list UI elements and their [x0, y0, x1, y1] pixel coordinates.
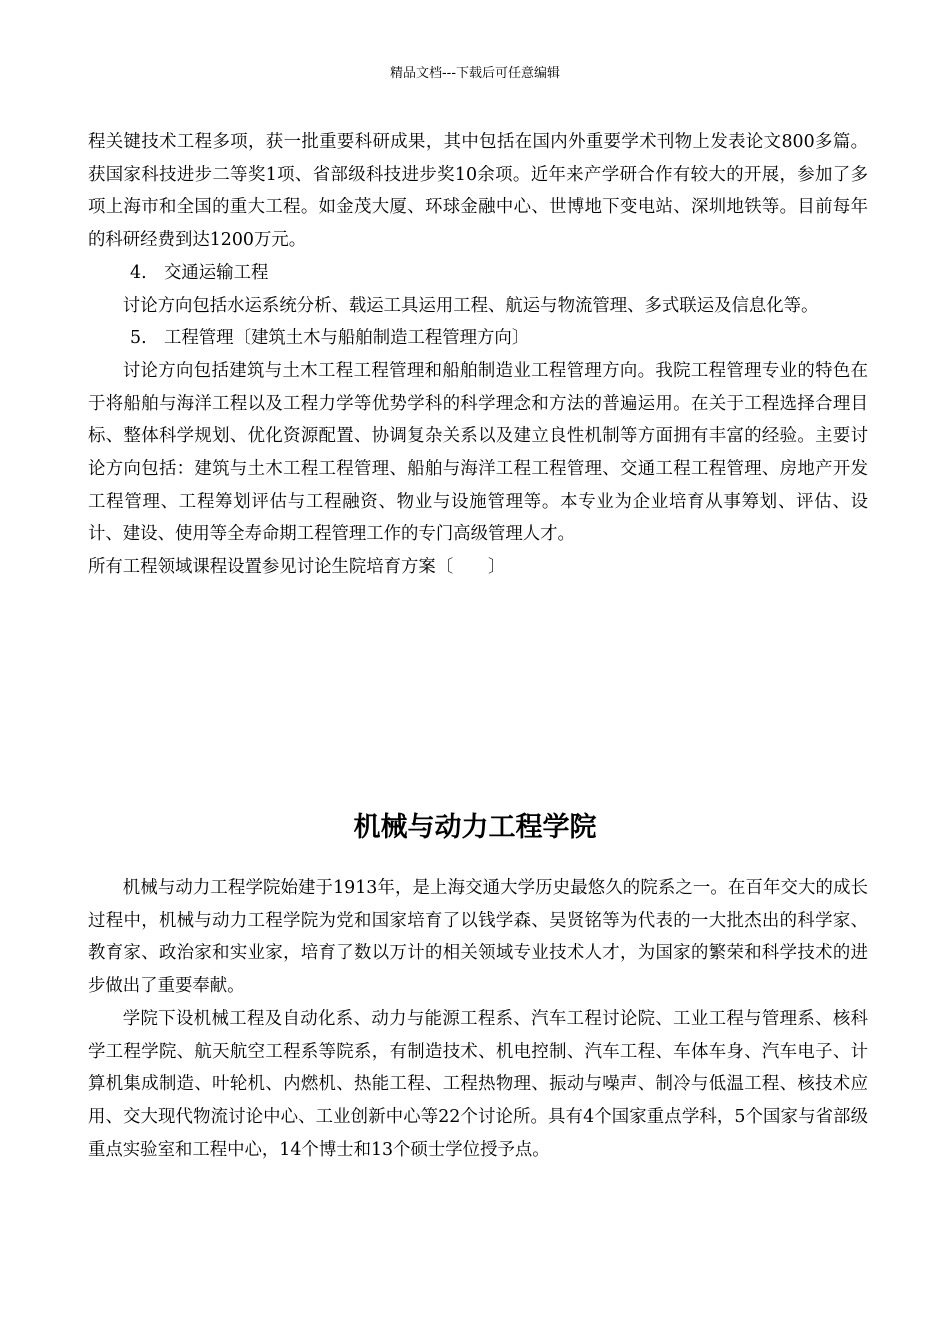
item-5-heading	[88, 322, 868, 355]
school-paragraph-1: 机械与动力工程学院始建于1913年，是上海交通大学历史最悠久的院系之一。在百年交大的成长过程中，机械与动力工程学院为党和国家培育了以钱学森、吴贤铭等为代表的一大批杰出的科学家、教育家、政治家和实业家，培育了数以万计的相关领域专业技术人才，为国家的繁荣和科学技术的进步做出了重要奉献。	[88, 878, 868, 997]
section-title: 机械与动力工程学院	[353, 812, 597, 843]
page-header: 精品文档---下载后可任意编辑	[389, 66, 561, 81]
school-paragraph-2: 学院下设机械工程及自动化系、动力与能源工程系、汽车工程讨论院、工业工程与管理系、核科学工程学院、航天航空工程系等院系，有制造技术、机电控制、汽车工程、车体车身、汽车电子、计算机集成制造、叶轮机、内燃机、热能工程、工程热物理、振动与噪声、制冷与低温工程、核技术应用、交大现代物流讨论中心、工业创新中心等22个讨论所。具有4个国家重点学科，5个国家与省部级重点实验室和工程中心，14个博士和13个硕士学位授予点。	[88, 1008, 868, 1160]
closing-note: 所有工程领域课程设置参见讨论生院培育方案〔 〕	[88, 557, 506, 578]
item-4-paragraph: 讨论方向包括水运系统分析、载运工具运用工程、航运与物流管理、多式联运及信息化等。	[122, 295, 819, 316]
intro-paragraph: 程关键技术工程多项，获一批重要科研成果，其中包括在国内外重要学术刊物上发表论文800多篇。获国家科技进步二等奖1项、省部级科技进步奖10余项。近年来产学研合作有较大的开展，参加了多项上海市和全国的重大工程。如金茂大厦、环球金融中心、世博地下变电站、深圳地铁等。目前每年的科研经费到达1200万元。	[88, 132, 868, 251]
item-5-title: 工程管理〔建筑土木与船舶制造工程管理方向〕	[164, 328, 530, 349]
section-school-content	[88, 872, 868, 1166]
item-4-heading	[88, 257, 868, 290]
item-4-number: 4.	[130, 262, 147, 283]
item-5-paragraph: 讨论方向包括建筑与土木工程工程管理和船舶制造业工程管理方向。我院工程管理专业的特色在于将船舶与海洋工程以及工程力学等优势学科的科学理念和方法的普遍运用。在关于工程选择合理目标、整体科学规划、优化资源配置、协调复杂关系以及建立良性机制等方面拥有丰富的经验。主要讨论方向包括：建筑与土木工程工程管理、船舶与海洋工程工程管理、交通工程工程管理、房地产开发工程管理、工程筹划评估与工程融资、物业与设施管理等。本专业为企业培育从事筹划、评估、设计、建设、使用等全寿命期工程管理工作的专门高级管理人才。	[88, 360, 868, 545]
item-4-title: 交通运输工程	[164, 262, 269, 283]
section-continued-content	[88, 126, 868, 584]
item-5-number: 5.	[130, 328, 147, 349]
